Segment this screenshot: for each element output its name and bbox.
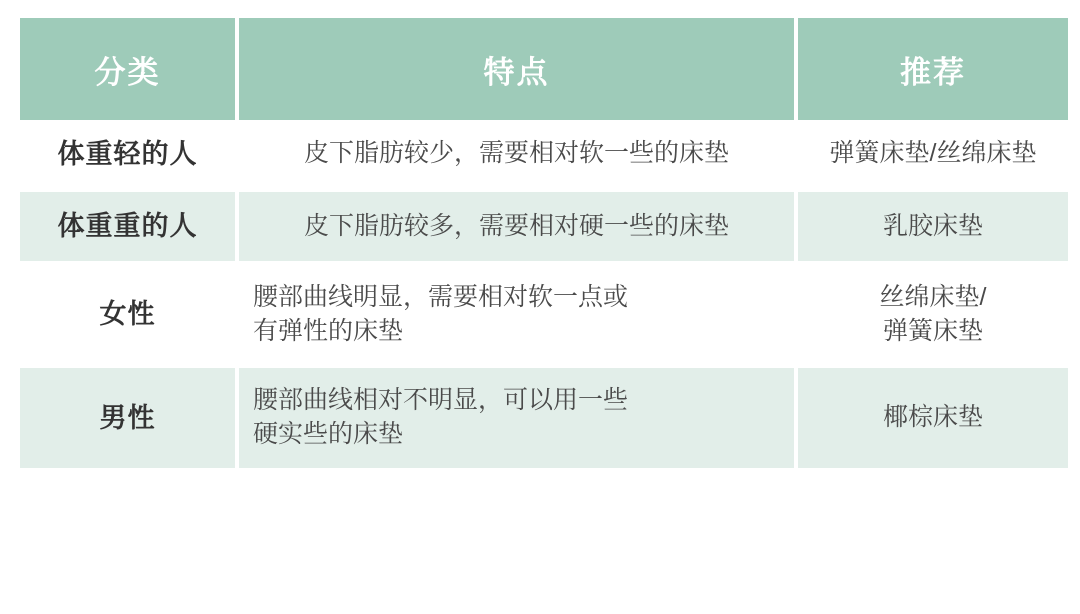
cell-recommend bbox=[798, 265, 1068, 365]
cell-category: 男性 bbox=[20, 368, 235, 468]
cell-recommend-line: 丝绵床垫/ bbox=[879, 282, 987, 311]
cell-category: 体重重的人 bbox=[20, 192, 235, 260]
cell-feature-line: 有弹性的床垫 bbox=[253, 316, 404, 345]
cell-recommend bbox=[798, 120, 1068, 188]
column-header-category: 分类 bbox=[20, 18, 235, 120]
cell-recommend bbox=[798, 192, 1068, 260]
mattress-comparison-table bbox=[16, 18, 1072, 468]
cell-category: 女性 bbox=[20, 265, 235, 365]
table-row bbox=[20, 120, 1068, 188]
table-header-row bbox=[20, 18, 1068, 120]
cell-feature bbox=[239, 265, 794, 365]
cell-feature bbox=[239, 192, 794, 260]
cell-feature-line: 皮下脂肪较多，需要相对硬一些的床垫 bbox=[303, 211, 729, 240]
cell-feature-line: 腰部曲线相对不明显，可以用一些 bbox=[253, 386, 629, 415]
cell-feature bbox=[239, 120, 794, 188]
cell-recommend-line: 乳胶床垫 bbox=[882, 211, 983, 240]
table-row bbox=[20, 192, 1068, 260]
cell-feature bbox=[239, 368, 794, 468]
table-header bbox=[20, 18, 1068, 120]
cell-feature-line: 皮下脂肪较少，需要相对软一些的床垫 bbox=[303, 139, 729, 168]
cell-feature-line: 腰部曲线明显，需要相对软一点或 bbox=[253, 282, 629, 311]
cell-recommend-line: 椰棕床垫 bbox=[882, 403, 983, 432]
table-body bbox=[20, 120, 1068, 468]
cell-recommend bbox=[798, 368, 1068, 468]
cell-recommend-line: 弹簧床垫/丝绵床垫 bbox=[829, 139, 1037, 168]
table-row bbox=[20, 368, 1068, 468]
cell-feature-line: 硬实些的床垫 bbox=[253, 420, 404, 449]
column-header-feature: 特点 bbox=[239, 18, 794, 120]
cell-category: 体重轻的人 bbox=[20, 120, 235, 188]
cell-recommend-line: 弹簧床垫 bbox=[882, 316, 983, 345]
table-row bbox=[20, 265, 1068, 365]
column-header-recommend: 推荐 bbox=[798, 18, 1068, 120]
